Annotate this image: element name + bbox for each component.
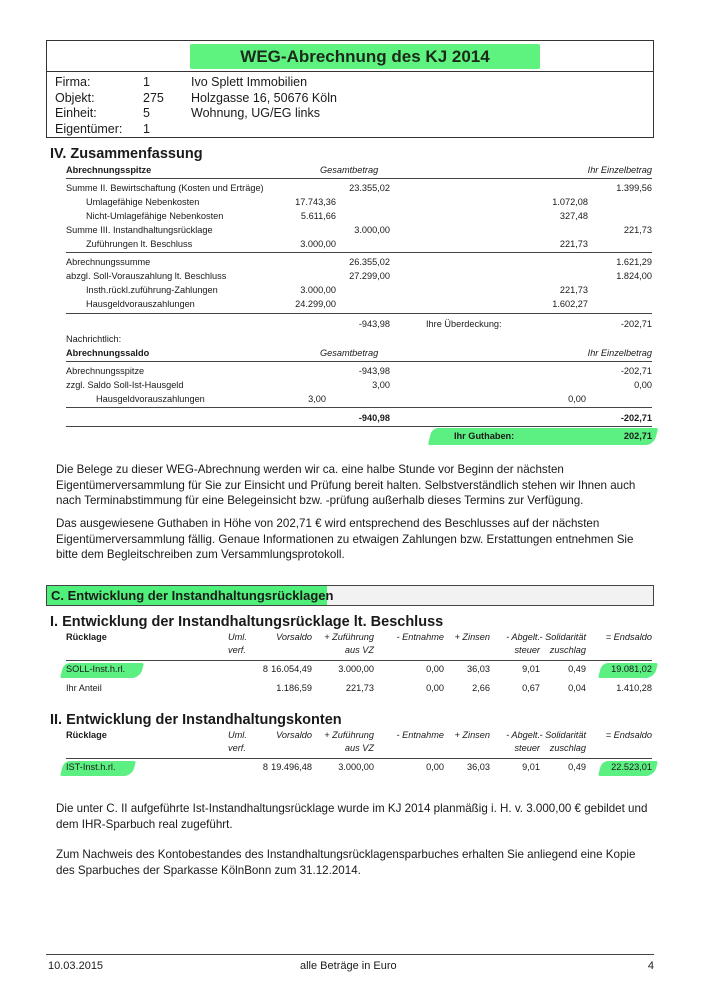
- result-row: [66, 317, 652, 331]
- table-row: [66, 392, 652, 406]
- row-single-sub: 0,00: [568, 394, 586, 404]
- row-total: 23.355,02: [349, 183, 390, 193]
- col-uml: Uml.: [228, 632, 247, 642]
- row-total: 26.355,02: [349, 257, 390, 267]
- table-row: [66, 683, 652, 697]
- table-row: [66, 181, 652, 195]
- col-entnahme: - Entnahme: [396, 730, 444, 740]
- divider: [66, 313, 652, 314]
- field-code: 5: [143, 106, 150, 120]
- header-values: [191, 75, 337, 122]
- row-single: 1.399,56: [616, 183, 652, 193]
- col-zufuehrung: aus VZ: [344, 743, 374, 753]
- row-abgeltung: 9,01: [522, 762, 540, 772]
- row-single-sub: 1.602,27: [552, 299, 588, 309]
- row-single: 1.621,29: [616, 257, 652, 267]
- part2-heading: II. Entwicklung der Instandhaltungskonten: [50, 712, 342, 728]
- field-code: 1: [143, 75, 150, 89]
- table-row: [66, 223, 652, 237]
- part1-column-header: [66, 632, 652, 660]
- row-soli: 0,49: [568, 664, 586, 674]
- col-soli: zuschlag: [549, 645, 586, 655]
- row-name: IST-Inst.h.rl.: [66, 762, 116, 772]
- row-single-sub: 1.072,08: [552, 197, 588, 207]
- result-single: -202,71: [620, 319, 652, 329]
- row-label: abzgl. Soll-Vorauszahlung lt. Beschluss: [66, 271, 227, 281]
- row-entnahme: 0,00: [426, 683, 444, 693]
- col-vorsaldo: Vorsaldo: [276, 632, 312, 642]
- table-row: [66, 255, 652, 269]
- row-label: Nicht-Umlagefähige Nebenkosten: [86, 211, 224, 221]
- row-abgeltung: 9,01: [522, 664, 540, 674]
- field-code: 275: [143, 90, 164, 105]
- col-abgeltung: - Abgelt.: [506, 632, 540, 642]
- result-label: Ihre Überdeckung:: [426, 319, 502, 329]
- col-soli: - Solidarität: [539, 730, 586, 740]
- final-row: [66, 411, 652, 425]
- row-entnahme: 0,00: [426, 664, 444, 674]
- field-value: Ivo Splett Immobilien: [191, 75, 308, 89]
- row-label: Umlagefähige Nebenkosten: [86, 197, 200, 207]
- row-name: Ihr Anteil: [66, 683, 102, 693]
- row-sub: 5.611,66: [300, 211, 336, 221]
- row-single: 221,73: [623, 225, 652, 235]
- col-total: Gesamtbetrag: [320, 165, 379, 175]
- row-label: Zuführungen lt. Beschluss: [86, 239, 193, 249]
- row-soli: 0,04: [568, 683, 586, 693]
- field-code: 1: [143, 121, 150, 136]
- row-soli: 0,49: [568, 762, 586, 772]
- section-c-header: [46, 585, 654, 606]
- field-label: Firma:: [55, 75, 91, 89]
- row-sub: 3.000,00: [300, 285, 336, 295]
- table-row: [66, 269, 652, 283]
- col-endsaldo: = Endsaldo: [605, 730, 652, 740]
- footer-note: alle Beträge in Euro: [300, 960, 397, 972]
- col-zinsen: + Zinsen: [454, 730, 490, 740]
- row-total: 3,00: [372, 380, 390, 390]
- col-uml: verf.: [228, 645, 246, 655]
- row-zufuehrung: 3.000,00: [338, 762, 374, 772]
- field-value: Holzgasse 16, 50676 Köln: [191, 90, 337, 105]
- summary-column-header: [66, 163, 652, 177]
- row-total: -943,98: [358, 366, 390, 376]
- credit-row: [66, 429, 652, 443]
- col-zufuehrung: + Zuführung: [324, 632, 374, 642]
- table-row: [66, 209, 652, 223]
- row-label: Summe II. Bewirtschaftung (Kosten und Erträge): [66, 183, 264, 193]
- saldo-column-header: [66, 346, 652, 360]
- row-single: 1.824,00: [616, 271, 652, 281]
- row-total: 3.000,00: [354, 225, 390, 235]
- col-endsaldo: = Endsaldo: [605, 632, 652, 642]
- table-row: [66, 364, 652, 378]
- col-entnahme: - Entnahme: [396, 632, 444, 642]
- row-total: 27.299,00: [349, 271, 390, 281]
- divider: [66, 178, 652, 179]
- credit-label: Ihr Guthaben:: [454, 431, 515, 441]
- row-vorsaldo: 16.054,49: [271, 664, 312, 674]
- row-entnahme: 0,00: [426, 762, 444, 772]
- field-label: Einheit:: [55, 106, 97, 120]
- row-single-sub: 221,73: [559, 285, 588, 295]
- page-number: 4: [647, 960, 654, 972]
- note-label: Nachrichtlich:: [66, 334, 122, 344]
- col-single: Ihr Einzelbetrag: [587, 348, 652, 358]
- table-row: [66, 237, 652, 251]
- col-uml: verf.: [228, 743, 246, 753]
- row-single: 0,00: [634, 380, 652, 390]
- row-uml: 8: [262, 664, 268, 674]
- paragraph: Die unter C. II aufgeführte Ist-Instandhaltungsrücklage wurde im KJ 2014 planmäßig i. H. v. 3.000,00 € gebildet und dem IHR-Sparbuch real zugeführt.: [56, 802, 648, 831]
- row-sub: 3,00: [308, 394, 326, 404]
- row-single-sub: 221,73: [559, 239, 588, 249]
- part2-column-header: [66, 730, 652, 758]
- col-soli: zuschlag: [549, 743, 586, 753]
- row-abgeltung: 0,67: [522, 683, 540, 693]
- header-labels: [55, 75, 122, 137]
- col-single: Ihr Einzelbetrag: [587, 165, 652, 175]
- divider: [66, 758, 652, 759]
- col-zufuehrung: + Zuführung: [324, 730, 374, 740]
- divider: [66, 361, 652, 362]
- section-c-title: C. Entwicklung der Instandhaltungsrücklagen: [51, 588, 334, 603]
- final-single: -202,71: [620, 413, 652, 423]
- col-name: Rücklage: [66, 632, 107, 642]
- col-abgeltung: steuer: [514, 743, 540, 753]
- footer-divider: [46, 954, 654, 955]
- row-endsaldo: 1.410,28: [616, 683, 652, 693]
- row-vorsaldo: 19.496,48: [271, 762, 312, 772]
- table-row: [66, 195, 652, 209]
- row-zinsen: 2,66: [472, 683, 490, 693]
- note-row: [66, 332, 652, 346]
- divider: [66, 407, 652, 408]
- row-endsaldo: 22.523,01: [611, 762, 652, 772]
- field-label: Eigentümer:: [55, 121, 123, 136]
- divider: [66, 426, 652, 427]
- row-label: zzgl. Saldo Soll-Ist-Hausgeld: [66, 380, 184, 390]
- row-sub: 3.000,00: [300, 239, 336, 249]
- paragraph: Das ausgewiesene Guthaben in Höhe von 202,71 € wird entsprechend des Beschlusses auf der nächsten Eigentümerversammlung fällig. Genaue Informationen zu etwaigen Zahlungen bzw. Erstattungen entnehmen Sie bitte dem Begleitschreiben zum Versammlungsprotokoll.: [56, 517, 634, 561]
- col-zufuehrung: aus VZ: [344, 645, 374, 655]
- paragraph: Die Belege zu dieser WEG-Abrechnung werden wir ca. eine halbe Stunde vor Beginn der nächsten Eigentümerversammlung für Sie zur Einsicht und Prüfung bereit halten. Selbstverständlich stehen wir Ihnen auch nach Terminabstimmung für eine Belegeinsicht bzw. -prüfung außerhalb dieses Termins zur Verfügung.: [56, 463, 636, 507]
- document-header: [46, 40, 654, 138]
- row-label: Hausgeldvorauszahlungen: [96, 394, 205, 404]
- col-label: Abrechnungsspitze: [66, 165, 152, 175]
- credit-value: 202,71: [623, 431, 652, 441]
- table-row: [66, 664, 652, 678]
- row-label: Abrechnungsspitze: [66, 366, 145, 376]
- row-endsaldo: 19.081,02: [611, 664, 652, 674]
- title-row: [47, 41, 653, 72]
- row-zufuehrung: 3.000,00: [338, 664, 374, 674]
- col-zinsen: + Zinsen: [454, 632, 490, 642]
- paragraph: Zum Nachweis des Kontobestandes des Instandhaltungsrücklagensparbuches erhalten Sie anliegend eine Kopie des Sparbuches der Sparkasse KölnBonn zum 31.12.2014.: [56, 848, 636, 877]
- result-total: -943,98: [358, 319, 390, 329]
- table-row: [66, 378, 652, 392]
- row-label: Insth.rückl.zuführung-Zahlungen: [86, 285, 218, 295]
- table-row: [66, 762, 652, 776]
- row-sub: 17.743,36: [295, 197, 336, 207]
- col-abgeltung: - Abgelt.: [506, 730, 540, 740]
- final-total: -940,98: [358, 413, 390, 423]
- summary-heading: IV. Zusammenfassung: [50, 146, 203, 162]
- document-title: WEG-Abrechnung des KJ 2014: [190, 44, 540, 69]
- col-label: Abrechnungssaldo: [66, 348, 150, 358]
- table-row: [66, 283, 652, 297]
- divider: [66, 660, 652, 661]
- table-row: [66, 297, 652, 311]
- col-soli: - Solidarität: [539, 632, 586, 642]
- row-label: Abrechnungssumme: [66, 257, 151, 267]
- divider: [66, 252, 652, 253]
- row-sub: 24.299,00: [295, 299, 336, 309]
- footer-date: 10.03.2015: [48, 960, 104, 972]
- field-value: Wohnung, UG/EG links: [191, 106, 320, 120]
- row-zufuehrung: 221,73: [345, 683, 374, 693]
- row-vorsaldo: 1.186,59: [276, 683, 312, 693]
- row-zinsen: 36,03: [467, 664, 490, 674]
- row-label: Hausgeldvorauszahlungen: [86, 299, 195, 309]
- header-codes: [143, 75, 164, 137]
- col-uml: Uml.: [228, 730, 247, 740]
- row-label: Summe III. Instandhaltungsrücklage: [66, 225, 213, 235]
- row-name: SOLL-Inst.h.rl.: [66, 664, 126, 674]
- row-single-sub: 327,48: [559, 211, 588, 221]
- row-zinsen: 36,03: [467, 762, 490, 772]
- row-uml: 8: [262, 762, 268, 772]
- col-total: Gesamtbetrag: [320, 348, 379, 358]
- part1-heading: I. Entwicklung der Instandhaltungsrücklage lt. Beschluss: [50, 614, 444, 630]
- field-label: Objekt:: [55, 90, 95, 105]
- col-abgeltung: steuer: [514, 645, 540, 655]
- row-single: -202,71: [620, 366, 652, 376]
- col-name: Rücklage: [66, 730, 107, 740]
- col-vorsaldo: Vorsaldo: [276, 730, 312, 740]
